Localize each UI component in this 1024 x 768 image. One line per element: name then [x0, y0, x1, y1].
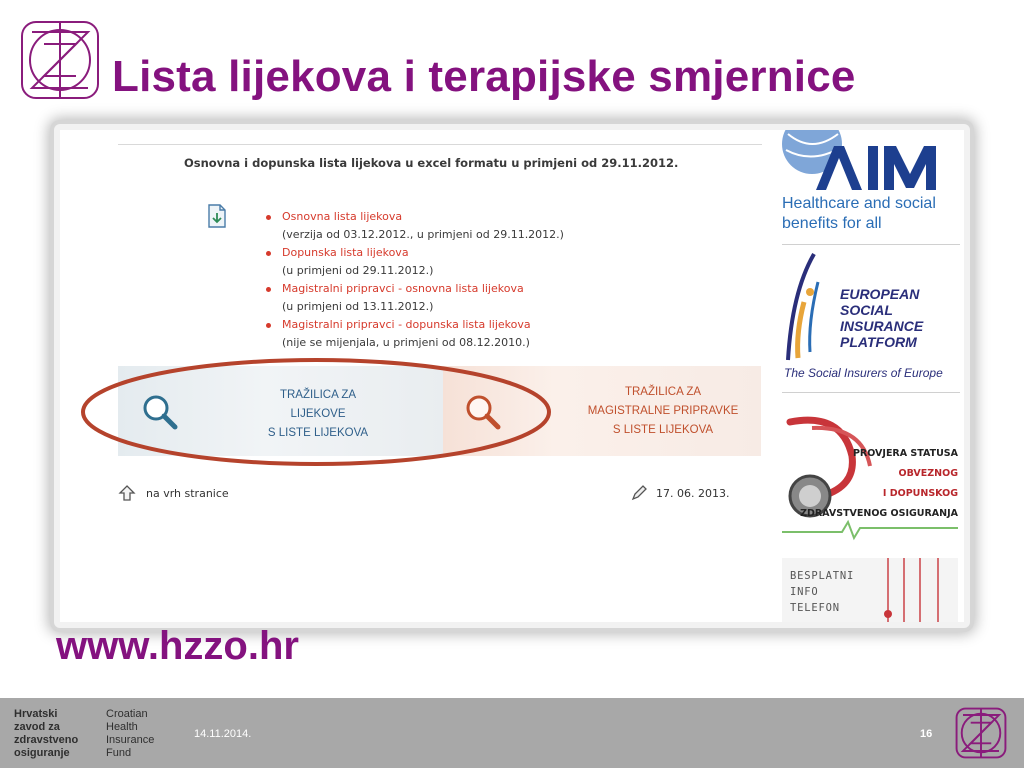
last-updated: [630, 484, 729, 502]
hzzo-logo-icon: [18, 18, 102, 102]
info-phone-label: BESPLATNI INFO TELEFON: [790, 570, 855, 614]
list-item: [260, 208, 564, 244]
slide-title: Lista lijekova i terapijske smjernice: [112, 52, 856, 101]
link-magistralni-dopunska[interactable]: Magistralni pripravci - dopunska lista lijekova: [282, 318, 531, 331]
divider: [782, 392, 960, 393]
updated-date: 17. 06. 2013.: [656, 486, 730, 500]
search-preparations-label: TRAŽILICA ZA MAGISTRALNE PRIPRAVKE S LISTE LIJEKOVA: [587, 386, 739, 436]
document-list: [260, 208, 564, 352]
website-viewport: [60, 130, 964, 622]
link-osnovna-lista[interactable]: Osnovna lista lijekova: [282, 210, 403, 223]
bullet-icon: [266, 215, 271, 220]
search-medicines-label: TRAŽILICA ZA LIJEKOVE S LISTE LIJEKOVA: [267, 389, 369, 439]
website-screenshot: [54, 124, 970, 628]
document-note: (u primjeni od 29.11.2012.): [282, 264, 434, 277]
slide-date: 14.11.2014.: [194, 728, 252, 740]
magnifier-icon: [138, 390, 180, 432]
back-to-top-icon: [118, 484, 136, 502]
insurance-status-check[interactable]: PROVJERA STATUSA OBVEZNOG I DOPUNSKOG ZDRAVSTVENOG OSIGURANJA: [800, 448, 958, 519]
list-item: [260, 316, 564, 352]
magnifier-icon: [461, 390, 503, 432]
list-item: [260, 244, 564, 280]
bullet-icon: [266, 287, 271, 292]
org-name-english: Croatian Health Insurance Fund: [106, 708, 155, 759]
back-to-top-label: na vrh stranice: [146, 486, 229, 500]
price-list-intro: Osnovna i dopunska lista lijekova u excel formatu u primjeni od 29.11.2012.: [184, 156, 679, 170]
bullet-icon: [266, 323, 271, 328]
free-info-phone[interactable]: [782, 558, 958, 622]
partner-sidebar: [776, 130, 964, 622]
hzzo-logo-icon: [954, 706, 1008, 760]
website-url: www.hzzo.hr: [56, 624, 299, 668]
divider: [118, 144, 762, 145]
org-name-croatian: Hrvatski zavod za zdravstveno osiguranje: [14, 708, 79, 759]
bullet-icon: [266, 251, 271, 256]
excel-download-icon[interactable]: [206, 204, 228, 228]
phone-lines-graphic: [880, 558, 950, 622]
aim-subtitle: Healthcare and social benefits for all: [782, 195, 936, 232]
aim-logo[interactable]: [782, 130, 958, 190]
esip-tagline: The Social Insurers of Europe: [784, 366, 943, 380]
page-number: 16: [920, 728, 933, 740]
back-to-top-link[interactable]: [118, 484, 229, 502]
document-note: (u primjeni od 13.11.2012.): [282, 300, 434, 313]
list-item: [260, 280, 564, 316]
link-dopunska-lista[interactable]: Dopunska lista lijekova: [282, 246, 409, 259]
link-magistralni-osnovna[interactable]: Magistralni pripravci - osnovna lista lijekova: [282, 282, 524, 295]
document-note: (verzija od 03.12.2012., u primjeni od 29.11.2012.): [282, 228, 564, 241]
esip-logo-icon: [782, 252, 822, 362]
slide-footer: [0, 698, 1024, 768]
pencil-icon: [630, 484, 648, 502]
document-note: (nije se mijenjala, u primjeni od 08.12.2010.): [282, 336, 530, 349]
search-preparations-banner[interactable]: [443, 366, 761, 456]
search-medicines-banner[interactable]: [118, 366, 443, 456]
esip-name[interactable]: EUROPEAN SOCIAL INSURANCE PLATFORM: [840, 286, 924, 350]
divider: [782, 244, 960, 245]
